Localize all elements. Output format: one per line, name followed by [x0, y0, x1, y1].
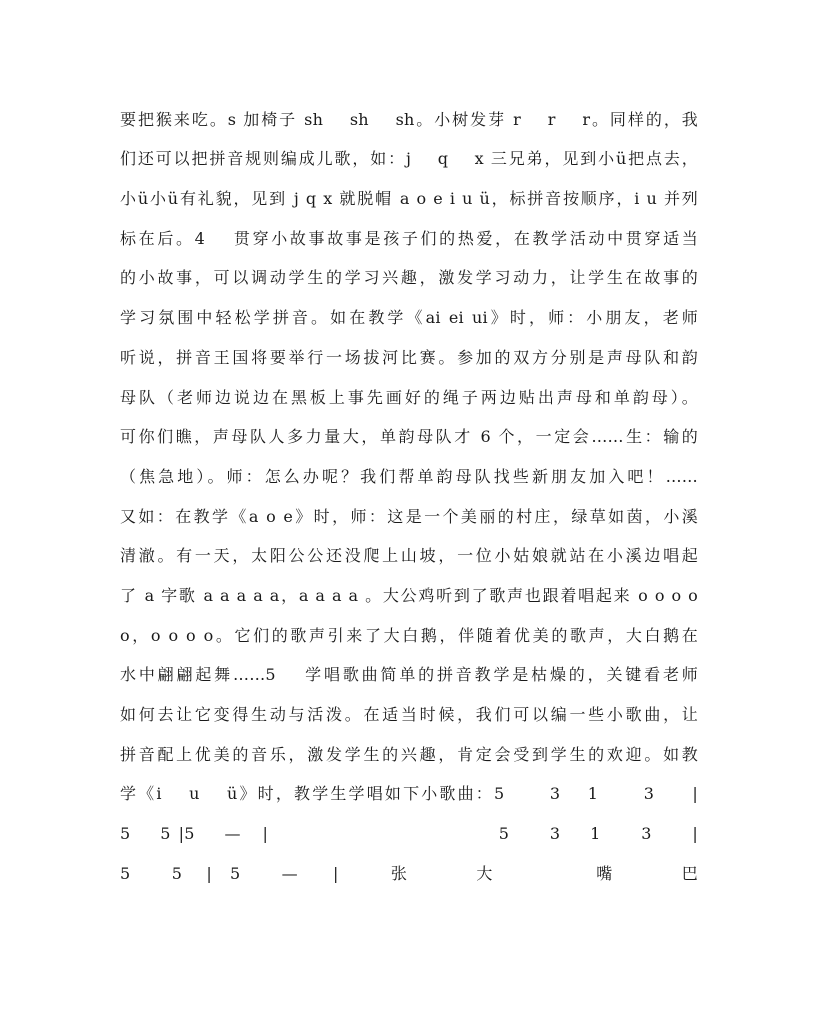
- text-line: 水中翩翩起舞……5 学唱歌曲简单的拼音教学是枯燥的，关键看老师: [120, 665, 698, 684]
- text-line: 标在后。4 贯穿小故事故事是孩子们的热爱，在教学活动中贯穿适当: [120, 229, 698, 248]
- text-line: 们还可以把拼音规则编成儿歌，如：j q x 三兄弟，见到小ü把点去，: [120, 149, 698, 168]
- text-line: 学《i u ü》时，教学生学唱如下小歌曲：5 3 1 3 |: [120, 784, 698, 803]
- text-line: o，o o o o。它们的歌声引来了大白鹅，伴随着优美的歌声，大白鹅在: [120, 626, 698, 645]
- text-line: 的小故事，可以调动学生的学习兴趣，激发学习动力，让学生在故事的: [120, 268, 698, 287]
- text-line: 可你们瞧，声母队人多力量大，单韵母队才 6 个，一定会……生：输的: [120, 427, 698, 446]
- text-line: 小ü小ü有礼貌，见到 j q x 就脱帽 a o e i u ü，标拼音按顺序，i u 并列: [120, 189, 698, 208]
- text-line: 5 5 | 5 — | 张 大 嘴 巴: [120, 864, 698, 883]
- text-line: 拼音配上优美的音乐，激发学生的兴趣，肯定会受到学生的欢迎。如教: [120, 745, 698, 764]
- text-line: 母队（老师边说边在黑板上事先画好的绳子两边贴出声母和单韵母）。: [120, 388, 698, 407]
- text-line: 清澈。有一天，太阳公公还没爬上山坡，一位小姑娘就站在小溪边唱起: [120, 546, 698, 565]
- text-line: 了 a 字歌 a a a a a，a a a a 。大公鸡听到了歌声也跟着唱起来 o o o o: [120, 586, 698, 605]
- text-line: 5 5 |5 — | 5 3 1 3 |: [120, 824, 698, 843]
- text-line: （焦急地）。师：怎么办呢？我们帮单韵母队找些新朋友加入吧！……: [120, 467, 698, 486]
- text-line: 要把猴来吃。s 加椅子 sh sh sh。小树发芽 r r r。同样的，我: [120, 110, 698, 129]
- text-line: 如何去让它变得生动与活泼。在适当时候，我们可以编一些小歌曲，让: [120, 705, 698, 724]
- text-line: 听说，拼音王国将要举行一场拔河比赛。参加的双方分别是声母队和韵: [120, 348, 698, 367]
- text-line: 又如：在教学《a o e》时，师：这是一个美丽的村庄，绿草如茵，小溪: [120, 507, 698, 526]
- text-line: 学习氛围中轻松学拼音。如在教学《ai ei ui》时，师：小朋友，老师: [120, 308, 698, 327]
